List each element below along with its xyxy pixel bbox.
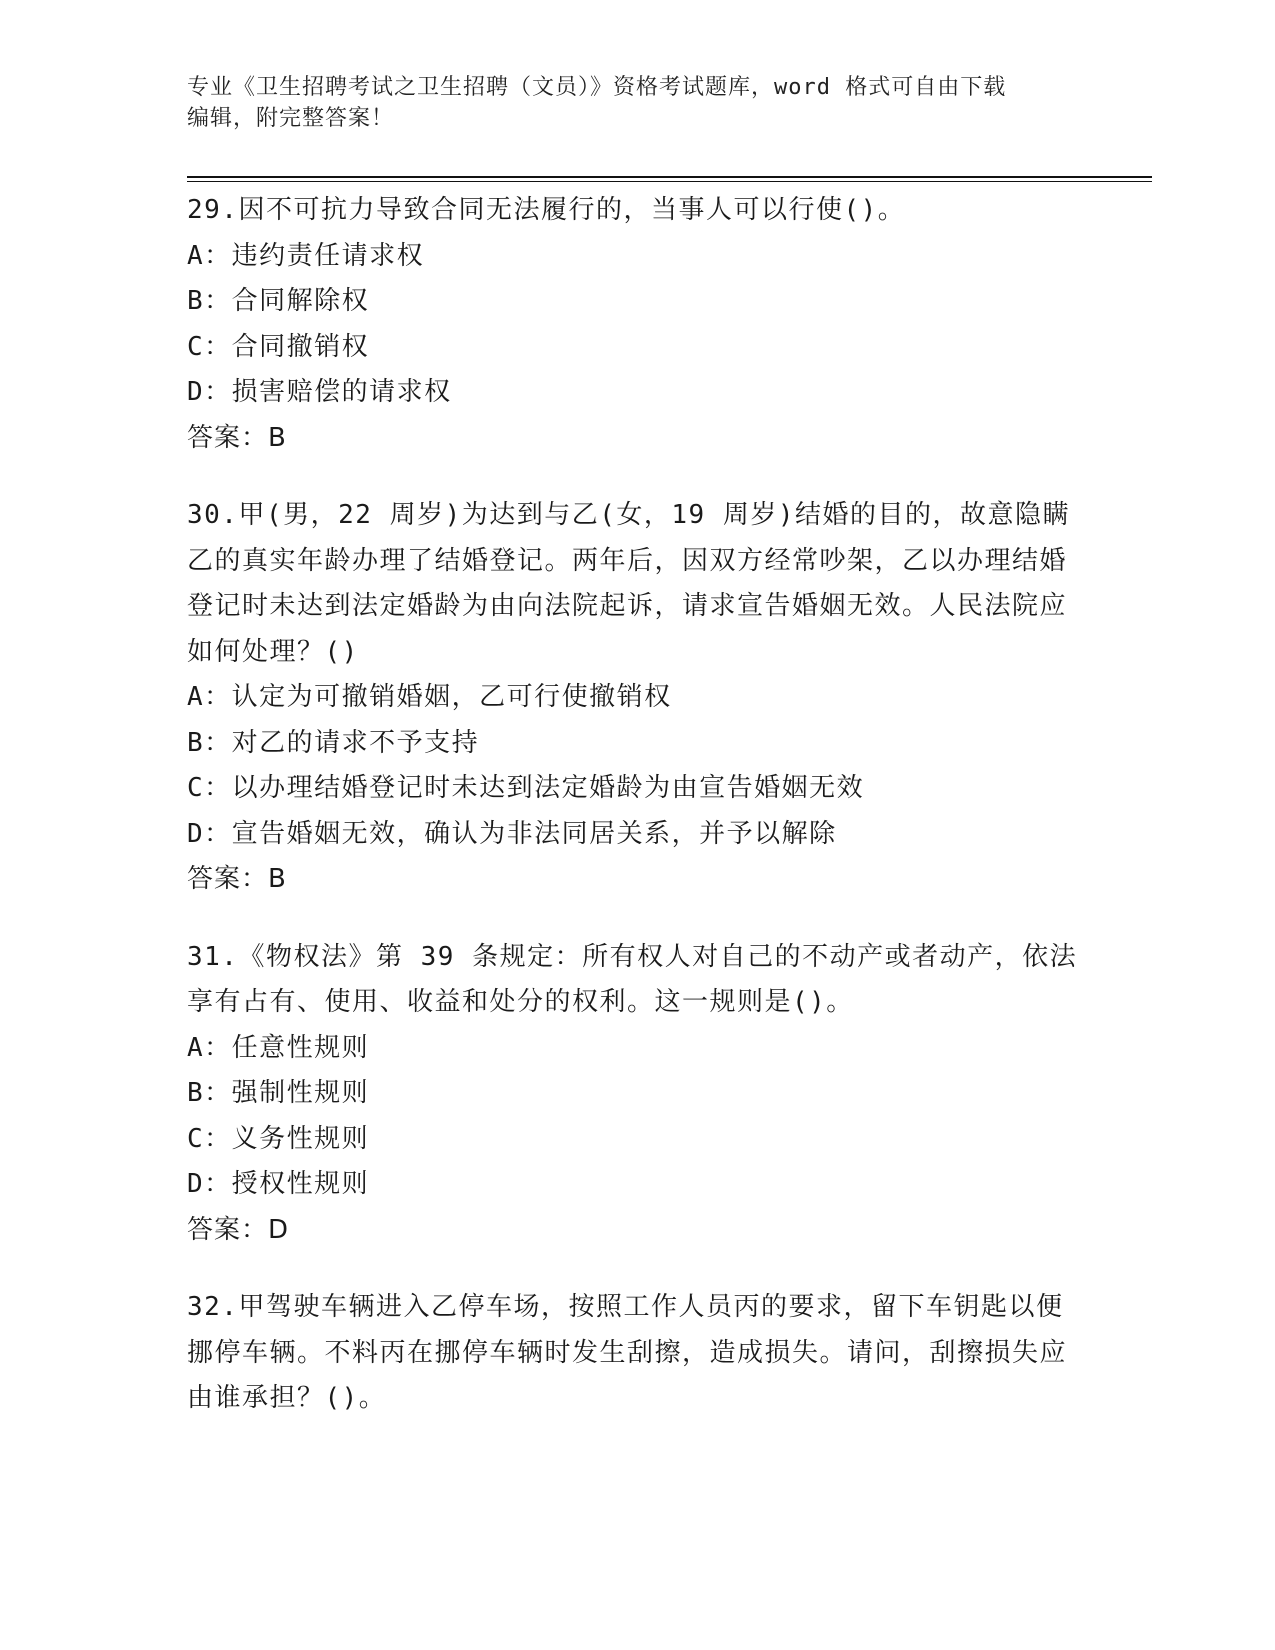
option-c: C：以办理结婚登记时未达到法定婚龄为由宣告婚姻无效 [187,773,865,803]
option-b: B：对乙的请求不予支持 [187,727,480,758]
question-list [187,188,1087,1454]
option-d: D：授权性规则 [187,1169,370,1199]
question-text: 29.因不可抗力导致合同无法履行的，当事人可以行使()。 [187,195,906,225]
option-c: C：义务性规则 [187,1123,370,1154]
answer-label: 答案：D [187,1214,290,1245]
answer-label: 答案：B [187,864,287,894]
document-header [187,72,1067,134]
option-a: A：认定为可撤销婚姻，乙可行使撤销权 [187,682,672,712]
question-30 [187,493,1087,903]
question-32 [187,1285,1087,1422]
header-line-1: 专业《卫生招聘考试之卫生招聘（文员）》资格考试题库，word 格式可自由下载 [187,75,1007,100]
question-text: 31.《物权法》第 39 条规定：所有权人对自己的不动产或者动产，依法享有占有、使用、收益和处分的权利。这一规则是()。 [187,941,1078,1017]
option-b: B：强制性规则 [187,1078,370,1108]
option-d: D：损害赔偿的请求权 [187,377,452,407]
option-d: D：宣告婚姻无效，确认为非法同居关系，并予以解除 [187,818,837,849]
header-divider-thin [187,181,1152,182]
question-text: 32.甲驾驶车辆进入乙停车场，按照工作人员丙的要求，留下车钥匙以便挪停车辆。不料丙在挪停车辆时发生刮擦，造成损失。请问，刮擦损失应由谁承担？()。 [187,1292,1068,1413]
option-a: A：违约责任请求权 [187,240,425,271]
option-c: C：合同撤销权 [187,331,370,362]
answer-label: 答案：B [187,422,287,453]
question-29 [187,188,1087,461]
header-line-2: 编辑，附完整答案！ [187,106,395,131]
question-31 [187,935,1087,1254]
question-text: 30.甲(男，22 周岁)为达到与乙(女，19 周岁)结婚的目的，故意隐瞒乙的真实年龄办理了结婚登记。两年后，因双方经常吵架，乙以办理结婚登记时未达到法定婚龄为由向法院起诉，请求宣告婚姻无效。人民法院应如何处理？() [187,500,1070,667]
header-divider-thick [187,176,1152,178]
option-a: A：任意性规则 [187,1032,370,1063]
option-b: B：合同解除权 [187,286,370,316]
